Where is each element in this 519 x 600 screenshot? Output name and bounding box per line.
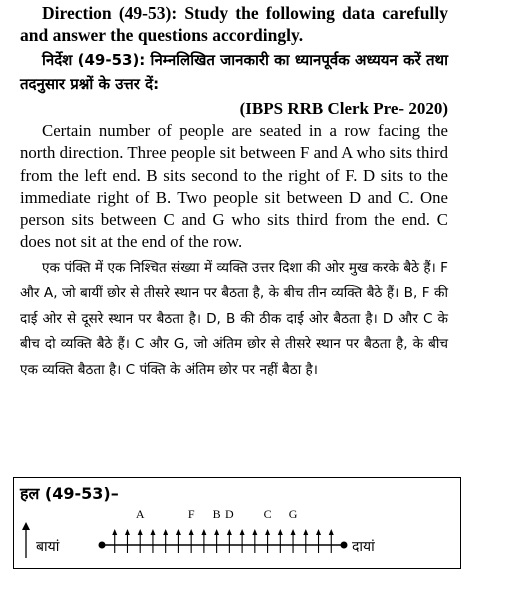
passage-english: Certain number of people are seated in a row facing the north direction. Three people sit between F and A who sits third from the left end. B sits second to the right of F. D sits to the immediate right of B. Two people sit between D and C. One person sits between C and G who sits third from the end. C does not sit at the end of the row.: [20, 121, 448, 252]
solution-box: [13, 477, 461, 569]
direction-english: Direction (49-53): Study the following data carefully and answer the questions accordingly.: [20, 3, 448, 45]
seating-diagram: [14, 478, 462, 570]
seat-tick-arrow: [252, 529, 257, 535]
seat-tick-arrow: [125, 529, 130, 535]
seat-tick-arrow: [329, 529, 334, 535]
seat-tick-arrow: [112, 529, 117, 535]
person-label: G: [288, 507, 298, 521]
person-label: D: [225, 507, 234, 521]
seat-tick-arrow: [201, 529, 206, 535]
seat-tick-arrow: [265, 529, 270, 535]
seat-tick-arrow: [227, 529, 232, 535]
seat-tick-arrow: [278, 529, 283, 535]
seat-tick-arrow: [189, 529, 194, 535]
exam-source: (IBPS RRB Clerk Pre- 2020): [239, 99, 448, 118]
person-label: F: [187, 507, 195, 521]
seat-tick-arrow: [291, 529, 296, 535]
seat-tick-arrow: [303, 529, 308, 535]
person-label: C: [263, 507, 272, 521]
seat-tick-arrow: [138, 529, 143, 535]
passage-hindi: एक पंक्ति में एक निश्चित संख्या में व्यक्ति उत्तर दिशा की ओर मुख करके बैठे हैं। F और A, जो बायीं छोर से तीसरे स्थान पर बैठता है, के बीच तीन व्यक्ति बैठे हैं। B, F की दाई ओर से दूसरे स्थान पर बैठता है। D, B की ठीक दाई ओर बैठता है। D और C के बीच दो व्यक्ति बैठे हैं। C और G, जो अंतिम छोर से तीसरे स्थान पर बैठता है, के बीच एक व्यक्ति बैठता है। C पंक्ति के अंतिम छोर पर नहीं बैठा है।: [20, 259, 448, 378]
row-end-dot: [341, 542, 348, 549]
right-end-label: दायां: [352, 539, 375, 555]
north-arrow-head: [22, 522, 30, 530]
solution-title: हल (49-53)–: [20, 484, 119, 503]
seat-tick-arrow: [240, 529, 245, 535]
seat-tick-arrow: [150, 529, 155, 535]
seat-tick-arrow: [176, 529, 181, 535]
row-start-dot: [99, 542, 106, 549]
left-end-label: बायां: [36, 539, 60, 555]
seat-tick-arrow: [316, 529, 321, 535]
seat-tick-arrow: [163, 529, 168, 535]
question-page: [20, 2, 448, 383]
person-label: A: [135, 507, 145, 521]
direction-hindi: निर्देश (49-53): निम्नलिखित जानकारी का ध्यानपूर्वक अध्ययन करें तथा तदनुसार प्रश्नों के उत्तर दें:: [20, 51, 448, 93]
person-label: B: [212, 507, 221, 521]
seat-tick-arrow: [214, 529, 219, 535]
